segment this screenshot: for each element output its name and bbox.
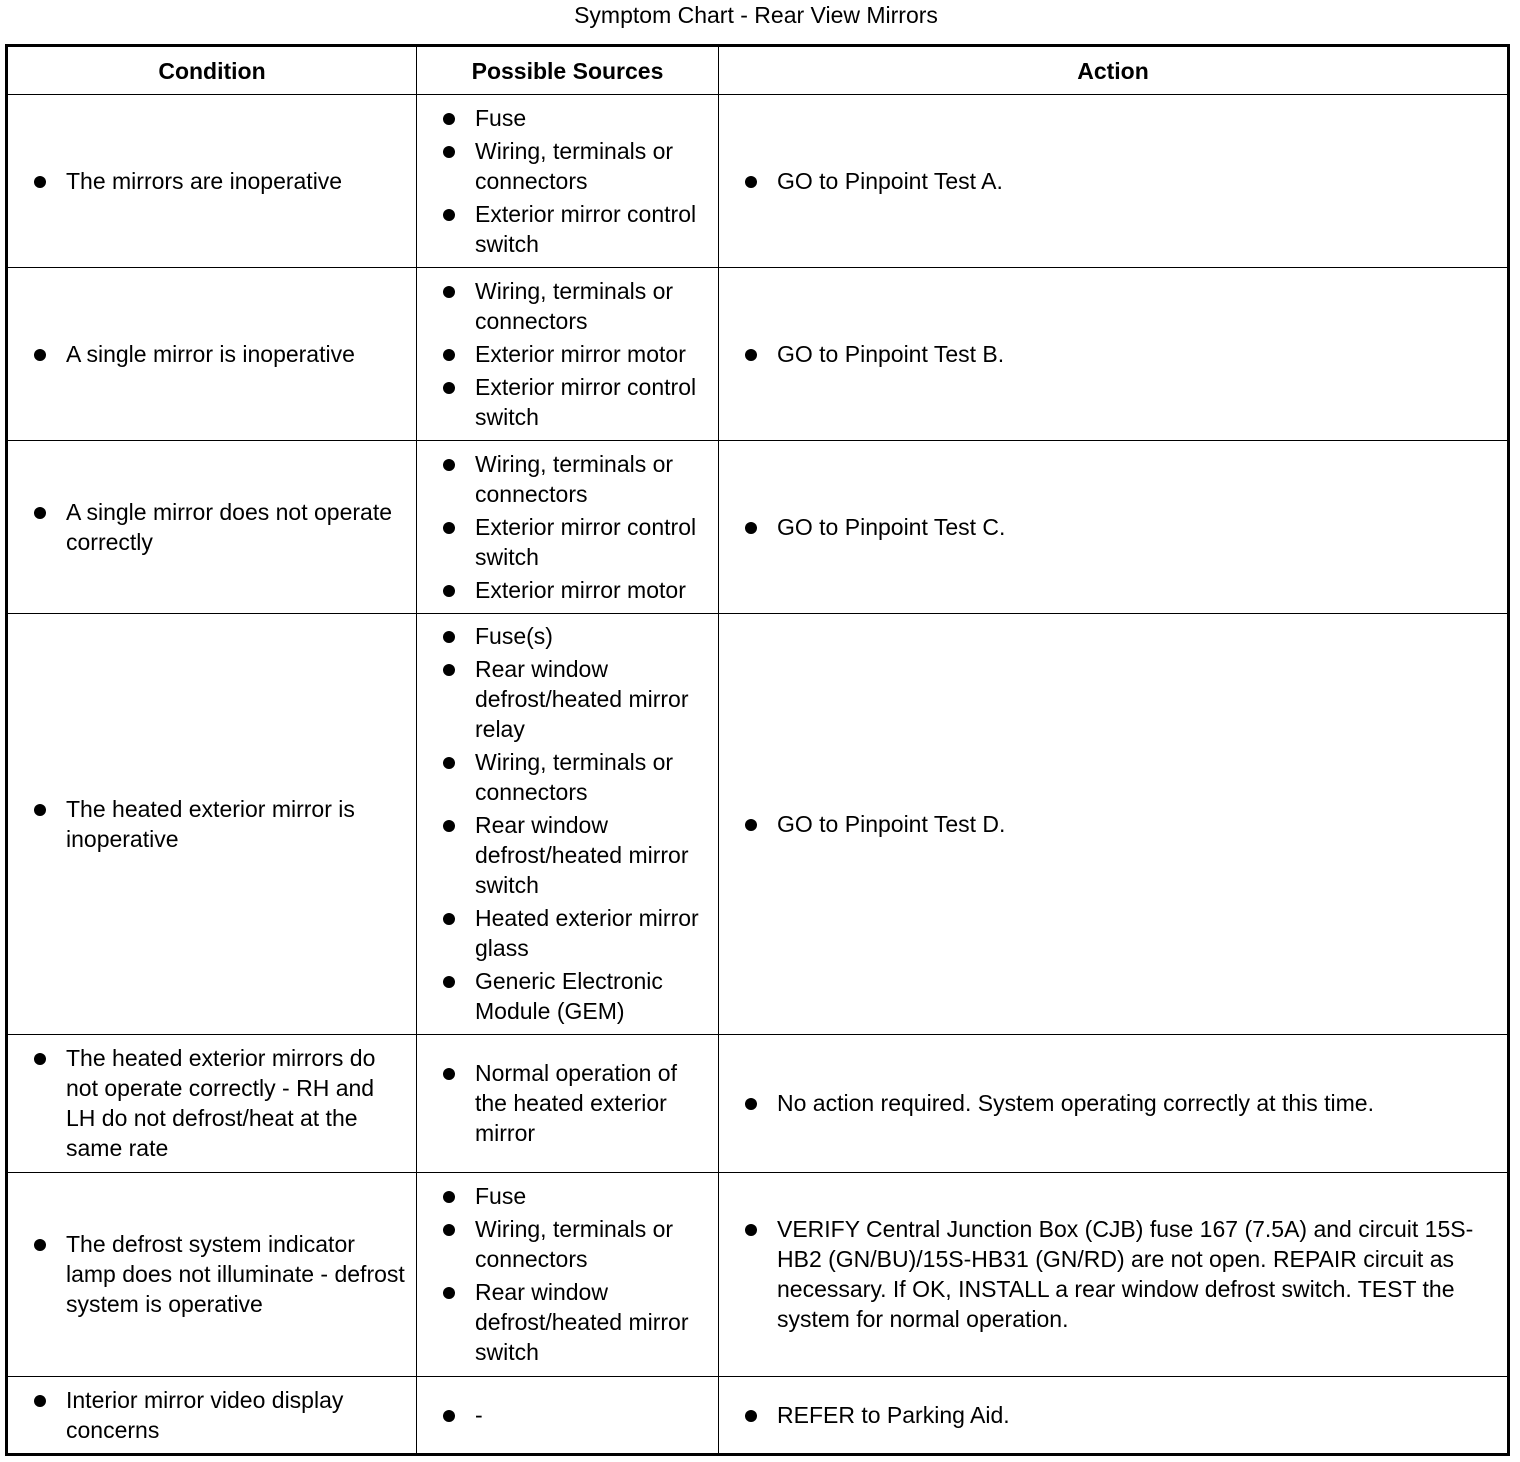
action-cell: [719, 268, 1509, 441]
sources-cell: [417, 268, 719, 441]
action-text: GO to Pinpoint Test A.: [719, 166, 1507, 196]
sources-cell: [417, 441, 719, 614]
action-cell: [719, 441, 1509, 614]
source-item: Wiring, terminals or connectors: [417, 136, 718, 196]
table-row: [7, 1377, 1509, 1455]
table-row: [7, 95, 1509, 268]
source-item: Wiring, terminals or connectors: [417, 276, 718, 336]
action-text: REFER to Parking Aid.: [719, 1400, 1507, 1430]
header-action: Action: [719, 46, 1509, 95]
condition-cell: [7, 1173, 417, 1377]
action-text: GO to Pinpoint Test D.: [719, 809, 1507, 839]
sources-cell: [417, 1173, 719, 1377]
condition-cell: [7, 614, 417, 1035]
sources-cell: [417, 95, 719, 268]
source-item: Wiring, terminals or connectors: [417, 449, 718, 509]
condition-cell: [7, 1035, 417, 1173]
condition-cell: [7, 441, 417, 614]
source-item: Exterior mirror control switch: [417, 199, 718, 259]
source-item: Exterior mirror control switch: [417, 372, 718, 432]
action-cell: [719, 95, 1509, 268]
source-item: -: [417, 1400, 718, 1430]
source-item: Wiring, terminals or connectors: [417, 1214, 718, 1274]
source-item: Rear window defrost/heated mirror relay: [417, 654, 718, 744]
source-item: Exterior mirror control switch: [417, 512, 718, 572]
source-item: Rear window defrost/heated mirror switch: [417, 810, 718, 900]
header-condition: Condition: [7, 46, 417, 95]
source-item: Normal operation of the heated exterior mirror: [417, 1058, 718, 1148]
header-possible-sources: Possible Sources: [417, 46, 719, 95]
source-item: Heated exterior mirror glass: [417, 903, 718, 963]
sources-cell: [417, 614, 719, 1035]
condition-text: The defrost system indicator lamp does not illuminate - defrost system is operative: [8, 1229, 416, 1319]
table-row: [7, 1035, 1509, 1173]
action-cell: [719, 614, 1509, 1035]
sources-cell: [417, 1377, 719, 1455]
chart-title: Symptom Chart - Rear View Mirrors: [574, 2, 938, 28]
table-row: [7, 1173, 1509, 1377]
source-item: Fuse: [417, 103, 718, 133]
action-text: No action required. System operating correctly at this time.: [719, 1088, 1507, 1118]
source-item: Wiring, terminals or connectors: [417, 747, 718, 807]
symptom-chart-table: [5, 44, 1510, 1456]
condition-text: The heated exterior mirror is inoperative: [8, 794, 416, 854]
action-cell: [719, 1173, 1509, 1377]
condition-cell: [7, 268, 417, 441]
sources-cell: [417, 1035, 719, 1173]
source-item: Fuse: [417, 1181, 718, 1211]
condition-text: A single mirror does not operate correctly: [8, 497, 416, 557]
table-row: [7, 614, 1509, 1035]
action-cell: [719, 1377, 1509, 1455]
action-text: GO to Pinpoint Test C.: [719, 512, 1507, 542]
source-item: Fuse(s): [417, 621, 718, 651]
action-cell: [719, 1035, 1509, 1173]
action-text: GO to Pinpoint Test B.: [719, 339, 1507, 369]
condition-text: The heated exterior mirrors do not operate correctly - RH and LH do not defrost/heat at the same rate: [8, 1043, 416, 1163]
source-item: Exterior mirror motor: [417, 339, 718, 369]
condition-cell: [7, 1377, 417, 1455]
source-item: Exterior mirror motor: [417, 575, 718, 605]
condition-text: A single mirror is inoperative: [8, 339, 416, 369]
table-row: [7, 441, 1509, 614]
action-text: VERIFY Central Junction Box (CJB) fuse 167 (7.5A) and circuit 15S-HB2 (GN/BU)/15S-HB31 (GN/RD) are not open. REPAIR circuit as necessary. If OK, INSTALL a rear window defrost switch. TEST the system for normal operation.: [719, 1214, 1507, 1334]
condition-text: Interior mirror video display concerns: [8, 1385, 416, 1445]
source-item: Rear window defrost/heated mirror switch: [417, 1277, 718, 1367]
table-row: [7, 268, 1509, 441]
header-row: [7, 46, 1509, 95]
condition-cell: [7, 95, 417, 268]
source-item: Generic Electronic Module (GEM): [417, 966, 718, 1026]
condition-text: The mirrors are inoperative: [8, 166, 416, 196]
